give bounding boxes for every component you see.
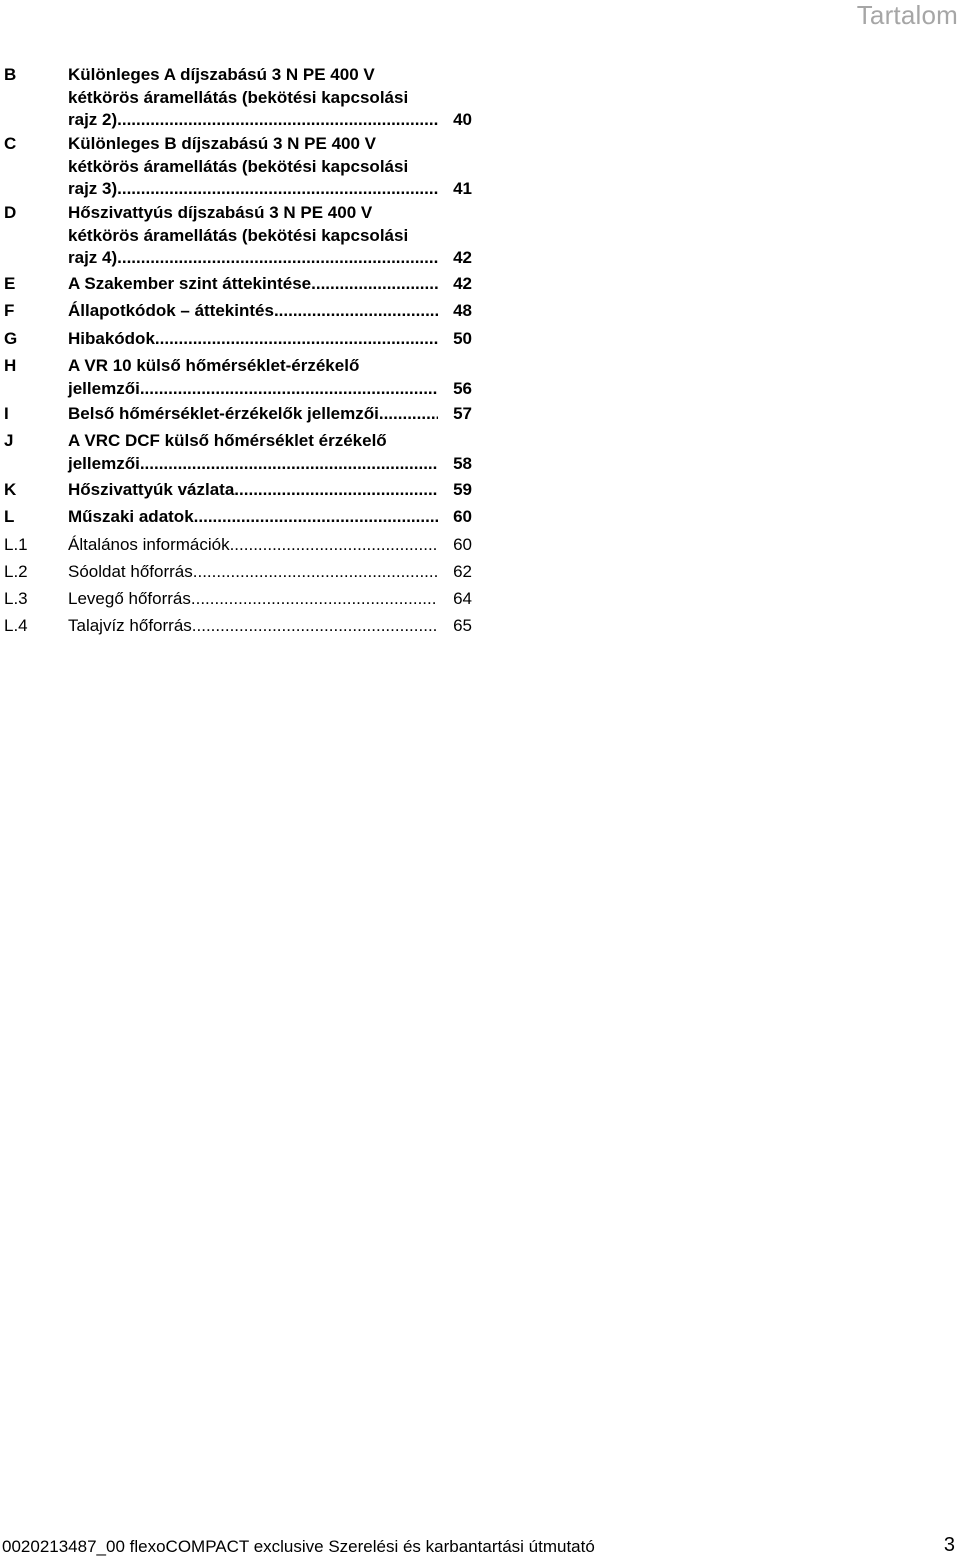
toc-entry-page: 60: [453, 535, 472, 554]
toc-entry-page: 48: [453, 301, 472, 320]
toc-entry-title-end: rajz 4): [68, 248, 118, 267]
toc-entry-title-end: jellemzői: [68, 378, 140, 398]
toc-entry-title-end: Belső hőmérséklet-érzékelők jellemzői: [68, 404, 379, 423]
toc-entry-code: K: [4, 480, 17, 499]
dot-leader: [274, 300, 438, 323]
toc-entry-title-end: rajz 2): [68, 110, 118, 129]
toc-entry-title-end: A Szakember szint áttekintése: [68, 274, 312, 293]
toc-entry-page: 59: [453, 480, 472, 499]
toc-entry-title-line: kétkörös áramellátás (bekötési kapcsolási: [68, 156, 409, 176]
toc-entry-code: L.1: [4, 535, 28, 554]
dot-leader: [117, 247, 438, 270]
toc-entry-code: J: [4, 431, 14, 450]
toc-entry-title-end: Levegő hőforrás: [68, 589, 191, 608]
footer-document-title: 0020213487_00 flexoCOMPACT exclusive Szerelési és karbantartási útmutató: [2, 1537, 595, 1556]
toc-entry-title-end: rajz 3): [68, 179, 118, 198]
toc-entry-title-end: Állapotkódok – áttekintés: [68, 301, 274, 320]
dot-leader: [379, 403, 438, 426]
dot-leader: [117, 178, 438, 201]
toc-entry-title-end: jellemzői: [68, 453, 140, 473]
dot-leader: [191, 588, 438, 611]
toc-entry-title-line: Hőszivattyús díjszabású 3 N PE 400 V: [68, 203, 373, 222]
toc-entry-code: D: [4, 203, 17, 222]
toc-entry-title-end: Hőszivattyúk vázlata: [68, 480, 235, 499]
toc-entry-title-line: Különleges B díjszabású 3 N PE 400 V: [68, 134, 376, 153]
toc-entry-code: L.3: [4, 589, 28, 608]
toc-entry-title-end: Műszaki adatok: [68, 507, 194, 526]
toc-entry-title-line: A VR 10 külső hőmérséklet-érzékelő: [68, 356, 360, 375]
toc-entry-title-line: Különleges A díjszabású 3 N PE 400 V: [68, 65, 375, 84]
toc-entry-code: L: [4, 507, 15, 526]
toc-entry-page: 50: [453, 329, 472, 348]
toc-entry-code: G: [4, 329, 18, 348]
toc-entry-page: 42: [453, 248, 472, 267]
toc-entry-code: F: [4, 301, 15, 320]
page-header-title: Tartalom: [856, 0, 958, 30]
toc-entry-title-end: Hibakódok: [68, 329, 155, 348]
toc-entry-code: L.4: [4, 616, 28, 635]
toc-entry-page: 57: [453, 404, 472, 423]
toc-entry-page: 60: [453, 507, 472, 526]
toc-entry-title-end: Általános információk: [68, 535, 230, 554]
toc-entry-title-end: Talajvíz hőforrás: [68, 616, 192, 635]
toc-entry-title-line: kétkörös áramellátás (bekötési kapcsolási: [68, 87, 409, 107]
toc-entry-code: I: [4, 404, 9, 423]
toc-entry-title-line: kétkörös áramellátás (bekötési kapcsolási: [68, 225, 409, 245]
toc-entry-code: L.2: [4, 562, 28, 581]
toc-entry-code: B: [4, 65, 17, 84]
dot-leader: [155, 328, 438, 351]
toc-entry-code: E: [4, 274, 16, 293]
toc-entry-page: 42: [453, 274, 472, 293]
toc-entry-code: H: [4, 356, 17, 375]
dot-leader: [311, 273, 438, 296]
toc-entry-title-line: A VRC DCF külső hőmérséklet érzékelő: [68, 431, 387, 450]
toc-entry-title-end: Sóoldat hőforrás: [68, 562, 193, 581]
toc-entry-page: 65: [453, 616, 472, 635]
dot-leader: [117, 109, 438, 132]
toc-entry-page: 58: [453, 453, 472, 473]
dot-leader: [234, 479, 438, 502]
dot-leader: [230, 534, 438, 557]
dot-leader: [140, 378, 438, 401]
toc-entry-code: C: [4, 134, 17, 153]
toc-entry-page: 40: [453, 110, 472, 129]
dot-leader: [192, 615, 438, 638]
dot-leader: [140, 453, 438, 476]
dot-leader: [193, 561, 438, 584]
toc-entry-page: 56: [453, 378, 472, 398]
dot-leader: [194, 506, 438, 529]
toc-entry-page: 62: [453, 562, 472, 581]
toc-entry-page: 41: [453, 179, 472, 198]
footer-page-number: 3: [943, 1534, 955, 1556]
toc-entry-page: 64: [453, 589, 472, 608]
